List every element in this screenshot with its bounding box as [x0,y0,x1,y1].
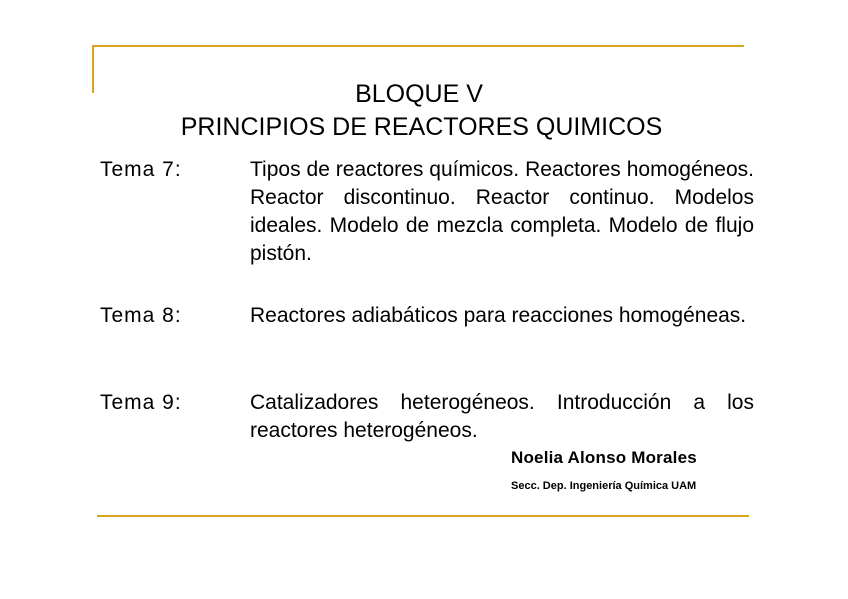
topic-description: Reactores adiabáticos para reacciones homogéneas. [250,304,747,327]
topic-description: Tipos de reactores químicos. Reactores homogéneos. Reactor discontinuo. Reactor continuo. Modelos ideales. Modelo de mezcla completa. Modelo de flujo pistón. [250,158,754,265]
topic-label: Tema 7: [100,158,182,181]
title-subject: PRINCIPIOS DE REACTORES QUIMICOS [180,113,663,141]
slide-title [0,78,848,144]
topic-label: Tema 9: [100,391,182,414]
topic-item-8 [100,302,754,330]
topic-item-9 [100,389,754,445]
author-affiliation: Secc. Dep. Ingeniería Química UAM [511,480,697,492]
topic-item-7 [100,156,754,268]
top-accent-line [92,45,744,47]
bottom-accent-line [97,515,749,517]
topic-label: Tema 8: [100,304,182,327]
title-block-label: BLOQUE V [355,80,483,108]
topic-description: Catalizadores heterogéneos. Introducción a los reactores heterogéneos. [250,391,754,442]
author-name: Noelia Alonso Morales [511,448,697,467]
